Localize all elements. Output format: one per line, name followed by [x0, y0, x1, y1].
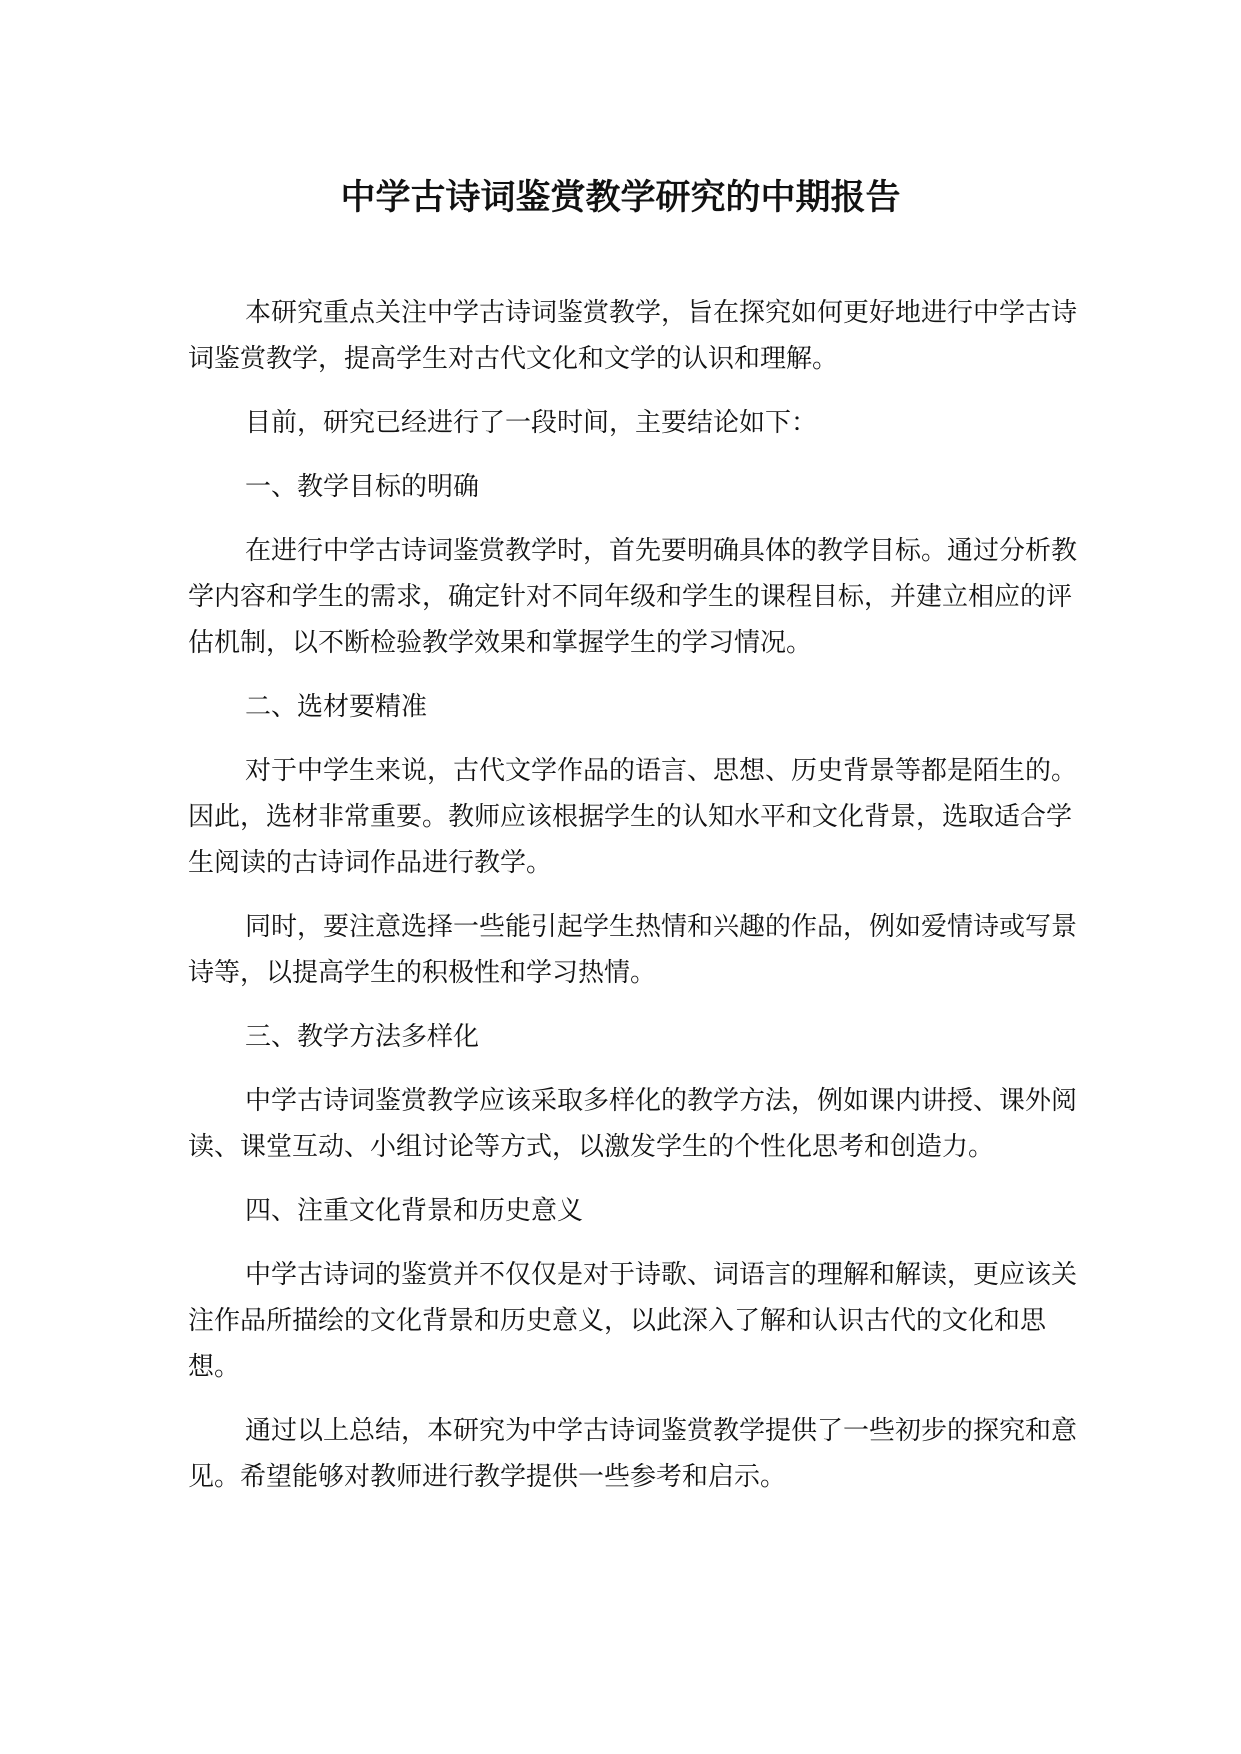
paragraph-section-3: 中学古诗词鉴赏教学应该采取多样化的教学方法，例如课内讲授、课外阅读、课堂互动、小组讨论等方式，以激发学生的个性化思考和创造力。	[188, 1086, 1078, 1162]
document-body	[188, 290, 1078, 1518]
paragraph-summary: 通过以上总结，本研究为中学古诗词鉴赏教学提供了一些初步的探究和意见。希望能够对教师进行教学提供一些参考和启示。	[188, 1416, 1078, 1492]
paragraph-section-1: 在进行中学古诗词鉴赏教学时，首先要明确具体的教学目标。通过分析教学内容和学生的需求，确定针对不同年级和学生的课程目标，并建立相应的评估机制，以不断检验教学效果和掌握学生的学习情况。	[188, 536, 1078, 658]
document-title: 中学古诗词鉴赏教学研究的中期报告	[340, 178, 901, 218]
section-heading-3: 三、教学方法多样化	[245, 1022, 480, 1052]
paragraph-intro: 本研究重点关注中学古诗词鉴赏教学，旨在探究如何更好地进行中学古诗词鉴赏教学，提高学生对古代文化和文学的认识和理解。	[188, 298, 1078, 374]
paragraph-section-2a: 对于中学生来说，古代文学作品的语言、思想、历史背景等都是陌生的。因此，选材非常重要。教师应该根据学生的认知水平和文化背景，选取适合学生阅读的古诗词作品进行教学。	[188, 756, 1078, 878]
section-heading-1: 一、教学目标的明确	[245, 472, 480, 502]
section-heading-4: 四、注重文化背景和历史意义	[245, 1196, 584, 1226]
paragraph-conclusions-lead: 目前，研究已经进行了一段时间，主要结论如下：	[245, 408, 818, 438]
paragraph-section-4: 中学古诗词的鉴赏并不仅仅是对于诗歌、词语言的理解和解读，更应该关注作品所描绘的文化背景和历史意义，以此深入了解和认识古代的文化和思想。	[188, 1260, 1078, 1382]
paragraph-section-2b: 同时，要注意选择一些能引起学生热情和兴趣的作品，例如爱情诗或写景诗等，以提高学生的积极性和学习热情。	[188, 912, 1078, 988]
section-heading-2: 二、选材要精准	[245, 692, 428, 722]
